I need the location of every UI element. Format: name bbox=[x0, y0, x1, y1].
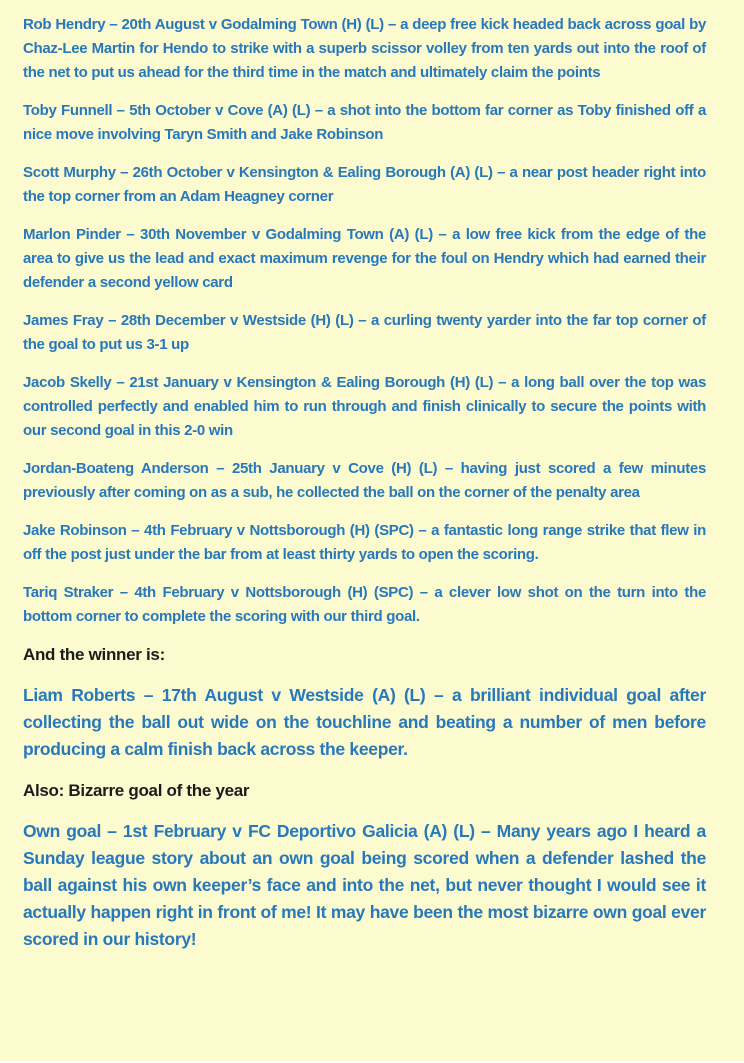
winner-paragraph: Liam Roberts – 17th August v Westside (A) (L) – a brilliant individual goal after collecting the ball out wide on the touchline and beating a number of men before producing a calm finish back across the keeper. bbox=[23, 685, 706, 759]
nomination-paragraph: Rob Hendry – 20th August v Godalming Town (H) (L) – a deep free kick headed back across goal by Chaz-Lee Martin for Hendo to strike with a superb scissor volley from ten yards out into the roof of the net to put us ahead for the third time in the match and ultimately claim the points bbox=[23, 16, 706, 81]
nomination-paragraph: Toby Funnell – 5th October v Cove (A) (L) – a shot into the bottom far corner as Toby finished off a nice move involving Taryn Smith and Jake Robinson bbox=[23, 102, 706, 143]
bizarre-goal-heading: Also: Bizarre goal of the year bbox=[23, 781, 250, 800]
nomination-paragraph: Jacob Skelly – 21st January v Kensington & Ealing Borough (H) (L) – a long ball over the top was controlled perfectly and enabled him to run through and finish clinically to secure the points with our second goal in this 2-0 win bbox=[23, 374, 706, 439]
nomination-paragraph: Scott Murphy – 26th October v Kensington & Ealing Borough (A) (L) – a near post header right into the top corner from an Adam Heagney corner bbox=[23, 164, 706, 205]
nomination-paragraph: James Fray – 28th December v Westside (H) (L) – a curling twenty yarder into the far top corner of the goal to put us 3-1 up bbox=[23, 312, 706, 353]
nomination-paragraph: Marlon Pinder – 30th November v Godalming Town (A) (L) – a low free kick from the edge of the area to give us the lead and exact maximum revenge for the foul on Hendry which had earned their defender a second yellow card bbox=[23, 226, 706, 291]
nomination-paragraph: Jordan-Boateng Anderson – 25th January v Cove (H) (L) – having just scored a few minutes previously after coming on as a sub, he collected the ball on the corner of the penalty area bbox=[23, 460, 706, 501]
bizarre-goal-paragraph: Own goal – 1st February v FC Deportivo Galicia (A) (L) – Many years ago I heard a Sunday league story about an own goal being scored when a defender lashed the ball against his own keeper’s face and into the net, but never thought I would see it actually happen right in front of me! It may have been the most bizarre own goal ever scored in our history! bbox=[23, 821, 706, 949]
winner-heading: And the winner is: bbox=[23, 645, 165, 664]
nomination-paragraph: Jake Robinson – 4th February v Nottsborough (H) (SPC) – a fantastic long range strike that flew in off the post just under the bar from at least thirty yards to open the scoring. bbox=[23, 522, 706, 563]
nomination-paragraph: Tariq Straker – 4th February v Nottsborough (H) (SPC) – a clever low shot on the turn into the bottom corner to complete the scoring with our third goal. bbox=[23, 584, 706, 625]
